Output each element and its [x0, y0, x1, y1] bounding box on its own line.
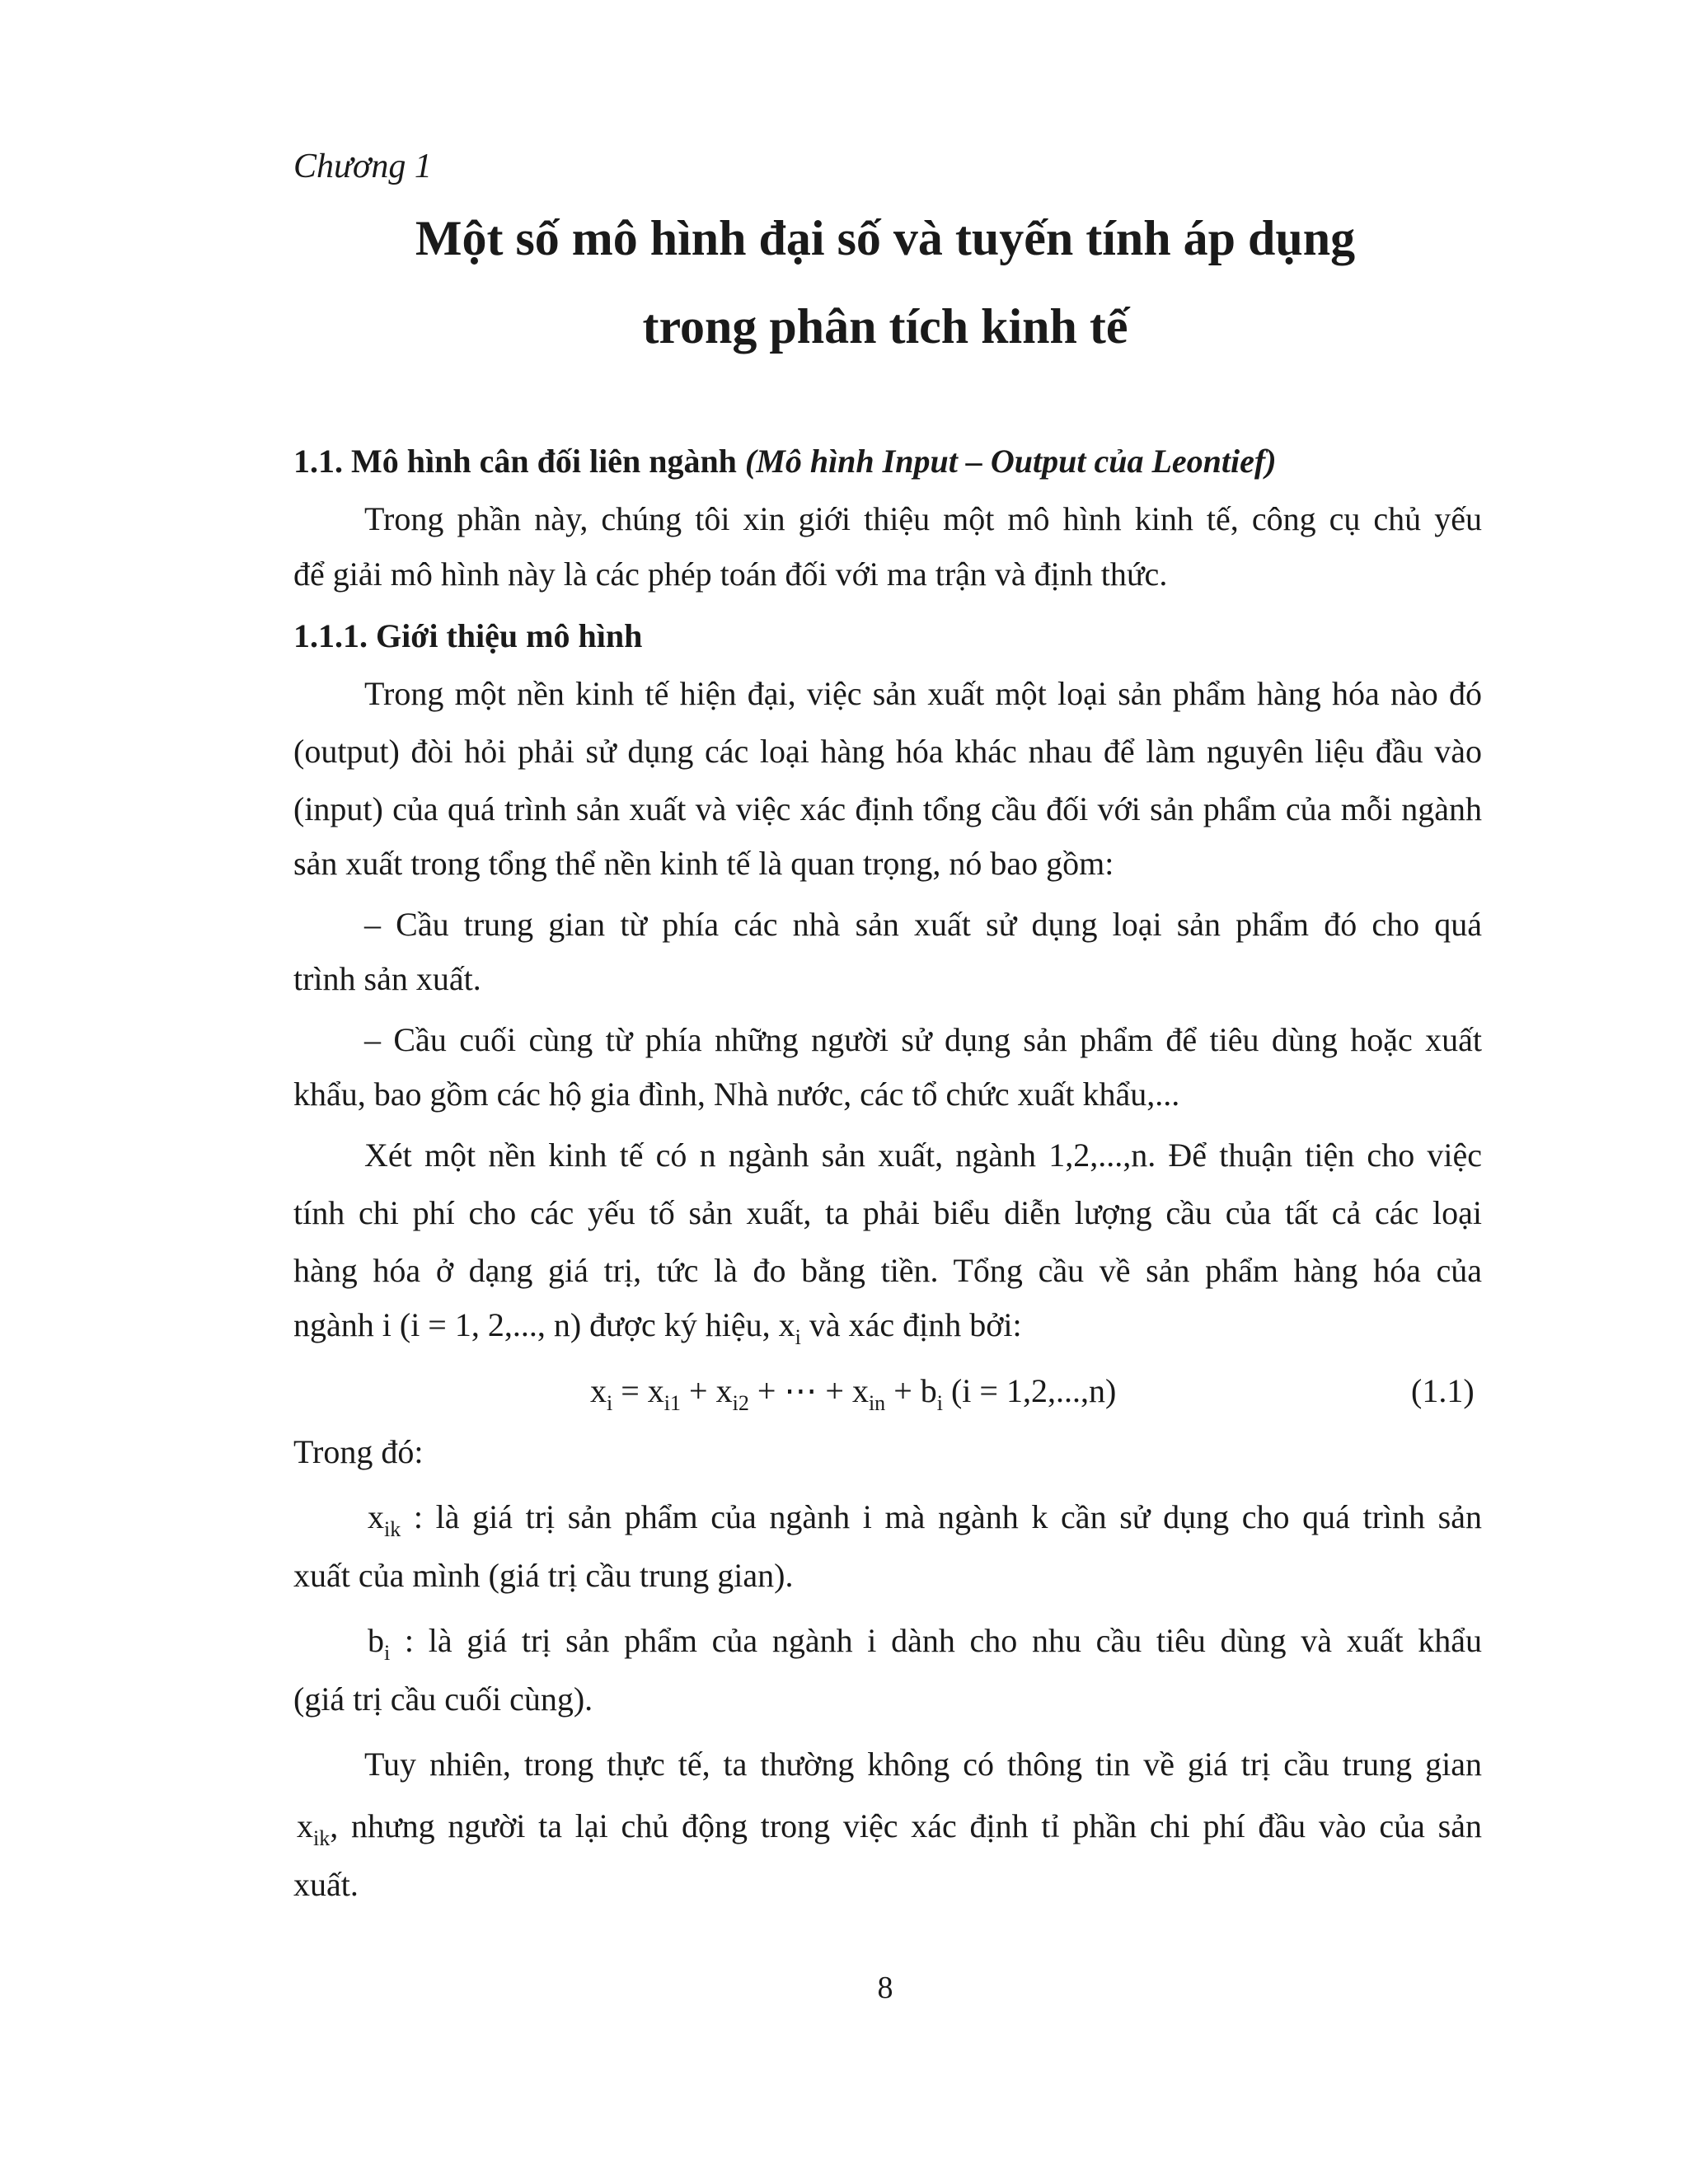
- section-1-1-1-heading: 1.1.1. Giới thiệu mô hình: [293, 617, 643, 654]
- para2-line-4-a: ngành i (i = 1, 2,..., n) được ký hiệu, x: [293, 1306, 795, 1343]
- def-bi-sub: i: [384, 1641, 391, 1665]
- eq-lhs-sub: i: [607, 1391, 613, 1415]
- chapter-label: Chương 1: [293, 148, 432, 185]
- def-bi-text: : là giá trị sản phẩm của ngành i dành cho nhu cầu tiêu dùng và xuất khẩu: [390, 1622, 1482, 1659]
- intro-line-2: để giải mô hình này là các phép toán đối với ma trận và định thức.: [293, 555, 1168, 593]
- def-xik-sym: x: [368, 1498, 384, 1535]
- eq-t1: = x: [612, 1372, 664, 1409]
- equation-number: (1.1): [1411, 1372, 1475, 1409]
- eq-t3: + ⋯ + x: [748, 1372, 869, 1409]
- eq-t4: + b: [885, 1372, 937, 1409]
- intro-line-1: Trong phần này, chúng tôi xin giới thiệu một mô hình kinh tế, công cụ chủ yếu: [364, 500, 1482, 537]
- def-xik-line-1: [368, 1497, 1482, 1541]
- bullet2-line-1: – Cầu cuối cùng từ phía những người sử dụng sản phẩm để tiêu dùng hoặc xuất: [364, 1021, 1482, 1058]
- para2-line-2: tính chi phí cho các yếu tố sản xuất, ta phải biểu diễn lượng cầu của tất cả các loại: [293, 1194, 1482, 1231]
- para3-sub: ik: [313, 1826, 331, 1850]
- page-number: 8: [877, 1971, 893, 2005]
- def-bi-line-2: (giá trị cầu cuối cùng).: [293, 1680, 593, 1718]
- para3-line-3: xuất.: [293, 1866, 359, 1903]
- section-1-1-title: 1.1. Mô hình cân đối liên ngành: [293, 443, 737, 480]
- chapter-title-line-2: trong phân tích kinh tế: [642, 299, 1128, 354]
- para3-line-1: Tuy nhiên, trong thực tế, ta thường không có thông tin về giá trị cầu trung gian: [364, 1746, 1482, 1783]
- def-xik-line-2: xuất của mình (giá trị cầu trung gian).: [293, 1557, 794, 1594]
- equation-1-1: [590, 1371, 1117, 1415]
- bullet1-line-2: trình sản xuất.: [293, 960, 481, 997]
- para2-line-4-b: và xác định bởi:: [800, 1306, 1022, 1343]
- para3-sym: x: [297, 1807, 313, 1844]
- trong-do-label: Trong đó:: [293, 1433, 424, 1470]
- para2-line-4: [293, 1306, 1022, 1349]
- eq-t2-sub: i2: [732, 1391, 749, 1415]
- def-xik-text: : là giá trị sản phẩm của ngành i mà ngành k cần sử dụng cho quá trình sản: [401, 1498, 1482, 1535]
- def-bi-sym: b: [368, 1622, 384, 1659]
- eq-lhs: x: [590, 1372, 607, 1409]
- def-xik-sub: ik: [384, 1517, 401, 1541]
- eq-t2: + x: [681, 1372, 733, 1409]
- bullet1-line-1: – Cầu trung gian từ phía các nhà sản xuất sử dụng loại sản phẩm đó cho quá: [364, 906, 1482, 943]
- para1-line-3: (input) của quá trình sản xuất và việc xác định tổng cầu đối với sản phẩm của mỗi ngành: [293, 790, 1482, 827]
- def-bi-line-1: [368, 1621, 1482, 1665]
- chapter-title-line-1: Một số mô hình đại số và tuyến tính áp dụng: [415, 211, 1356, 265]
- para2-line-4-sub: i: [795, 1325, 801, 1349]
- bullet2-line-2: khẩu, bao gồm các hộ gia đình, Nhà nước, các tổ chức xuất khẩu,...: [293, 1076, 1180, 1113]
- section-1-1-subtitle: (Mô hình Input – Output của Leontief): [744, 443, 1277, 480]
- para1-line-4: sản xuất trong tổng thể nền kinh tế là quan trọng, nó bao gồm:: [293, 845, 1114, 882]
- eq-t4-sub: i: [936, 1391, 943, 1415]
- section-1-1-heading: [293, 442, 1277, 480]
- para2-line-3: hàng hóa ở dạng giá trị, tức là đo bằng tiền. Tổng cầu về sản phẩm hàng hóa của: [293, 1252, 1482, 1289]
- para3-rest: , nhưng người ta lại chủ động trong việc xác định tỉ phần chi phí đầu vào của sản: [330, 1807, 1482, 1844]
- eq-t3-sub: in: [868, 1391, 886, 1415]
- para1-line-2: (output) đòi hỏi phải sử dụng các loại hàng hóa khác nhau để làm nguyên liệu đầu vào: [293, 733, 1482, 770]
- eq-t1-sub: i1: [663, 1391, 682, 1415]
- eq-t5: (i = 1,2,...,n): [942, 1372, 1117, 1409]
- para2-line-1: Xét một nền kinh tế có n ngành sản xuất, ngành 1,2,...,n. Để thuận tiện cho việc: [364, 1137, 1482, 1174]
- para1-line-1: Trong một nền kinh tế hiện đại, việc sản xuất một loại sản phẩm hàng hóa nào đó: [364, 675, 1482, 712]
- para3-line-2: [297, 1807, 1482, 1850]
